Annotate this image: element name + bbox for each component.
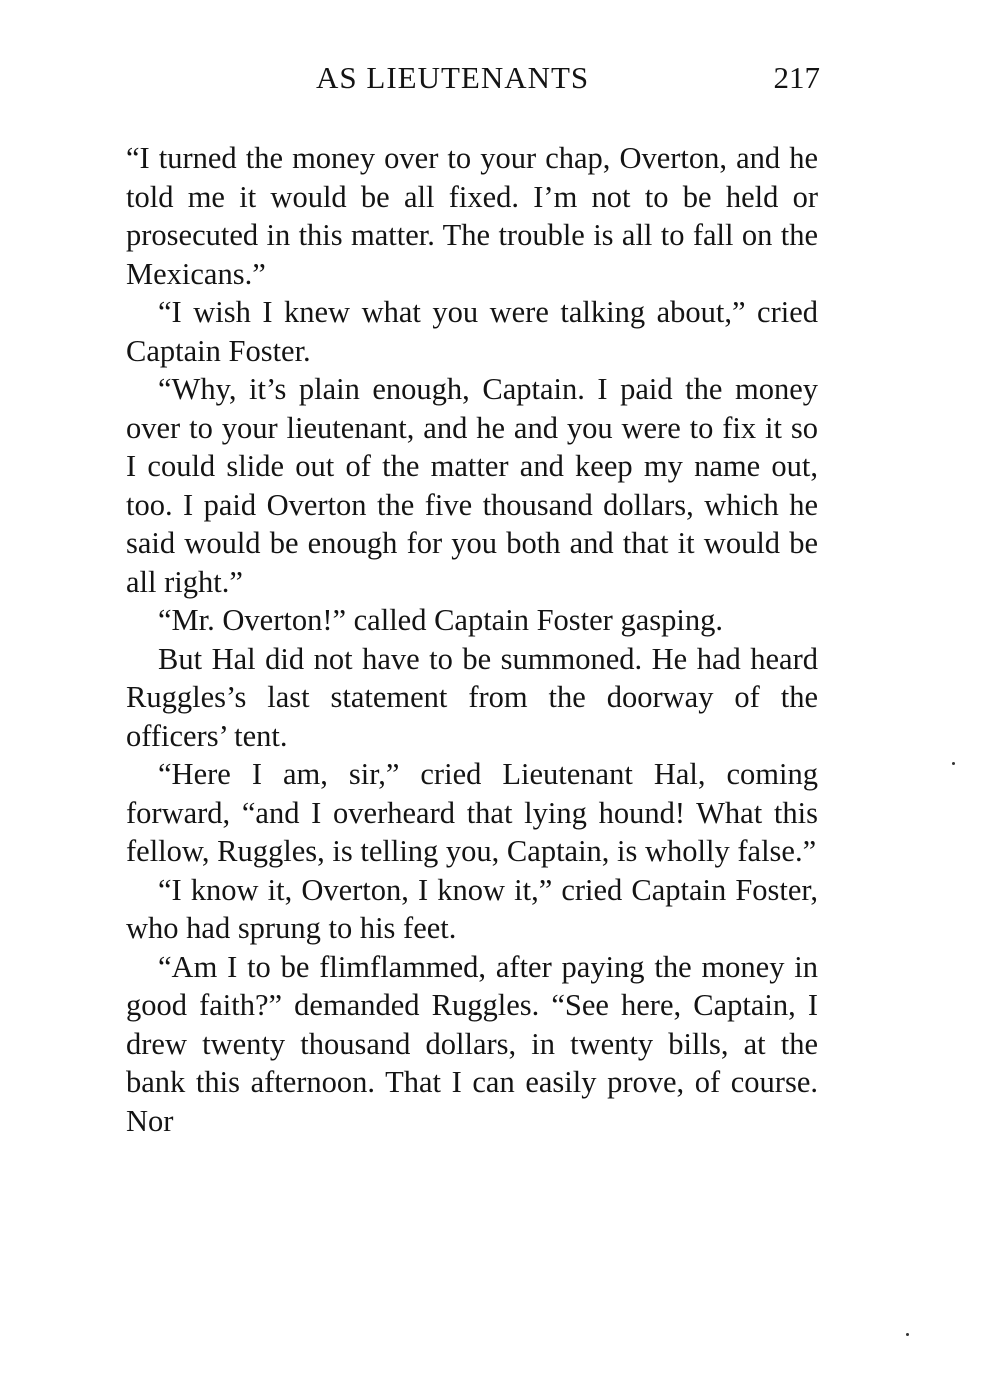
paragraph: “Here I am, sir,” cried Lieutenant Hal, coming forward, “and I overheard that lying hound! What this fellow, Ruggles, is telling you, Captain, is wholly false.” [126, 757, 818, 868]
scan-speck [952, 762, 955, 765]
page-header [128, 60, 820, 100]
paragraph: “Mr. Overton!” called Captain Foster gasping. [158, 603, 723, 637]
page-number: 217 [773, 60, 820, 95]
running-title: AS LIEUTENANTS [316, 60, 590, 95]
paragraph: “Why, it’s plain enough, Captain. I paid the money over to your lieutenant, and he and you were to fix it so I could slide out of the matter and keep my name out, too. I paid Overton the five thousand dollars, which he said would be enough for you both and that it would be all right.” [126, 372, 818, 599]
paragraph: “I turned the money over to your chap, Overton, and he told me it would be all fixed. I’m not to be held or prosecuted in this matter. The trouble is all to fall on the Mexicans.” [126, 141, 818, 291]
paragraph: But Hal did not have to be summoned. He had heard Ruggles’s last statement from the doorway of the officers’ tent. [126, 641, 818, 753]
paragraph: “I wish I knew what you were talking about,” cried Captain Foster. [126, 295, 818, 368]
paragraph: “I know it, Overton, I know it,” cried Captain Foster, who had sprung to his feet. [126, 872, 818, 945]
paragraph: “Am I to be flimflammed, after paying the money in good faith?” demanded Ruggles. “See here, Captain, I drew twenty thousand dollars, in twenty bills, at the bank this afternoon. That I can easily prove, of course. Nor [126, 949, 818, 1138]
body-text [126, 139, 818, 1140]
scan-speck [906, 1333, 909, 1336]
